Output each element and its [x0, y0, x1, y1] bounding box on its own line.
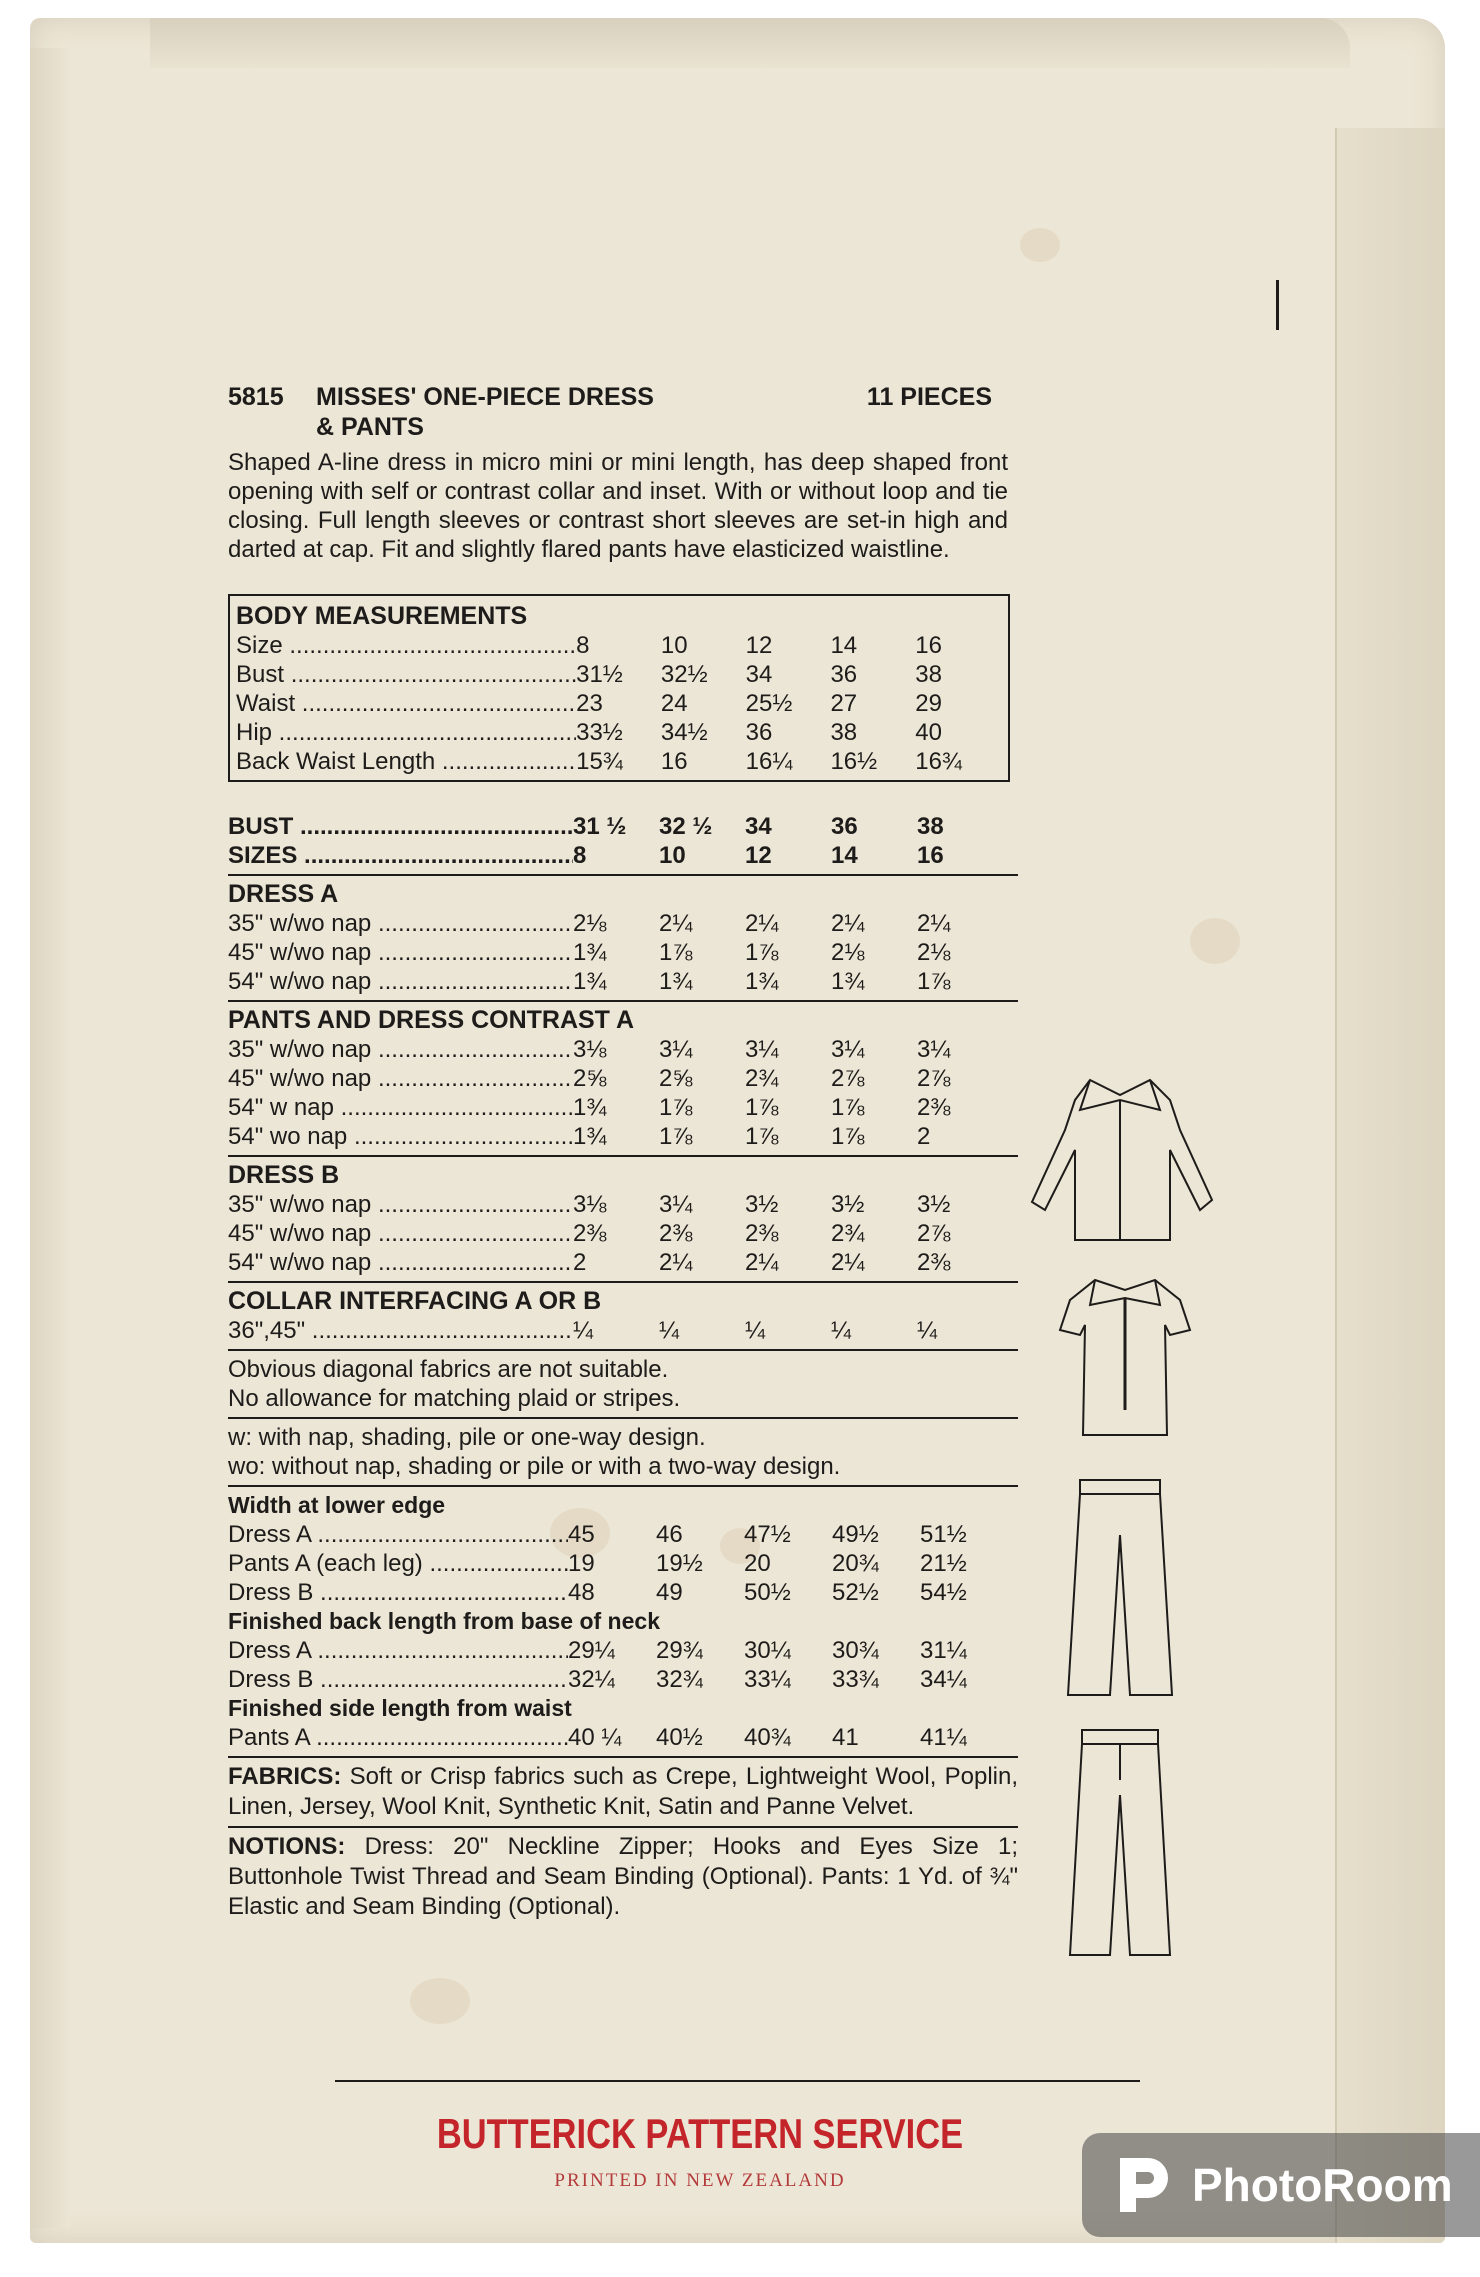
row-value: ¼: [745, 1317, 766, 1344]
row-value: 14: [831, 842, 858, 869]
paper-stain: [410, 1978, 470, 2024]
envelope-left-edge: [30, 48, 70, 2228]
row-value: 30¼: [744, 1637, 791, 1664]
divider: [228, 874, 1018, 876]
row-value: 48: [568, 1579, 595, 1606]
pattern-title-line1: MISSES' ONE-PIECE DRESS: [316, 383, 654, 411]
row-label: Dress B .....: [228, 1665, 568, 1694]
pattern-header: [228, 382, 1018, 442]
row-value: 1⅞: [659, 1123, 693, 1150]
divider: [228, 1349, 1018, 1351]
row-value: 1⅞: [831, 1094, 865, 1121]
row-value: 2: [917, 1123, 931, 1150]
row-value: 12: [745, 842, 772, 869]
dress-b-back-illustration: [1055, 1270, 1195, 1440]
row-label: 45" w/wo nap .....: [228, 938, 573, 967]
table-row: [228, 1064, 1018, 1093]
row-value: 34: [745, 813, 772, 840]
table-row: [236, 689, 1000, 718]
row-label: Dress A .....: [228, 1636, 568, 1665]
fabrics-label: FABRICS:: [228, 1763, 342, 1790]
row-value: 34¼: [920, 1666, 967, 1693]
envelope-side-flap: [1335, 128, 1445, 2243]
row-value: 29¼: [568, 1637, 615, 1664]
row-value: 10: [659, 842, 686, 869]
dress-a-back-illustration: [1020, 1070, 1220, 1250]
divider: [228, 1155, 1018, 1157]
row-value: 2⅛: [917, 939, 951, 966]
row-value: 16¾: [915, 748, 962, 775]
row-value: ¼: [659, 1317, 680, 1344]
row-value: 2⅝: [573, 1065, 607, 1092]
pants-back-illustration: [1060, 1475, 1180, 1705]
row-value: 36: [831, 813, 858, 840]
row-value: 34: [745, 661, 773, 688]
row-label: 45" w/wo nap .....: [228, 1064, 573, 1093]
paper-stain: [1190, 918, 1240, 964]
row-value: 2¼: [745, 1249, 779, 1276]
row-value: 2¼: [831, 1249, 865, 1276]
pattern-number: 5815: [228, 383, 284, 411]
paper-stain: [1020, 228, 1060, 262]
footer-divider: [335, 2080, 1140, 2082]
row-label: Pants A .....: [228, 1723, 568, 1752]
row-value: 32 ½: [659, 813, 713, 840]
pattern-info: [228, 382, 1018, 1922]
note-with-nap: w: with nap, shading, pile or one-way design.: [228, 1424, 706, 1451]
table-row: [228, 1723, 1018, 1752]
row-value: 40: [915, 719, 942, 746]
piece-count: 11 PIECES: [866, 383, 992, 411]
row-value: 36: [745, 719, 773, 746]
row-label: Back Waist Length .....: [236, 747, 576, 776]
divider: [228, 1756, 1018, 1758]
table-row: [228, 1636, 1018, 1665]
row-value: 2⅞: [917, 1065, 951, 1092]
row-label: 35" w/wo nap .....: [228, 1035, 573, 1064]
row-value: 1⅞: [745, 1094, 779, 1121]
row-value: ¼: [573, 1317, 594, 1344]
row-value: 16¼: [745, 748, 793, 775]
table-row: [228, 841, 1018, 870]
pants-front-illustration: [1060, 1725, 1180, 1965]
row-label: Dress A .....: [228, 1520, 568, 1549]
table-row: [236, 660, 1000, 689]
row-value: 2¼: [917, 910, 951, 937]
row-value: 40½: [656, 1724, 703, 1751]
row-value: 27: [830, 690, 858, 717]
row-value: 31¼: [920, 1637, 967, 1664]
printed-in: PRINTED IN NEW ZEALAND: [554, 2170, 846, 2191]
row-value: 41: [832, 1724, 859, 1751]
row-value: 16: [917, 842, 944, 869]
row-label: 36",45" .....: [228, 1316, 573, 1345]
pattern-title-line2: & PANTS: [316, 413, 424, 441]
notions-section: [228, 1832, 1018, 1922]
yardage-table: [228, 812, 1018, 1345]
table-row: [228, 938, 1018, 967]
table-row: [228, 1190, 1018, 1219]
row-value: 2: [573, 1249, 587, 1276]
row-value: 3½: [917, 1191, 951, 1218]
row-value: 33¾: [832, 1666, 879, 1693]
row-value: 3¼: [831, 1036, 865, 1063]
row-label: Size .....: [236, 631, 576, 660]
row-value: 2¼: [831, 910, 865, 937]
table-row: [236, 718, 1000, 747]
table-row: [228, 909, 1018, 938]
envelope-top-edge: [150, 18, 1350, 68]
row-label: 54" w/wo nap .....: [228, 1248, 573, 1277]
fabrics-section: [228, 1762, 1018, 1822]
row-value: 1¾: [573, 1094, 607, 1121]
table-row: [228, 812, 1018, 841]
row-value: 1¾: [573, 968, 607, 995]
row-value: 32½: [660, 661, 708, 688]
row-value: 36: [830, 661, 858, 688]
row-value: 1¾: [573, 1123, 607, 1150]
body-measurements-rows: [236, 631, 1000, 776]
row-label: 54" w nap .....: [228, 1093, 573, 1122]
row-value: 40 ¼: [568, 1724, 622, 1751]
photoroom-watermark: [1082, 2133, 1480, 2237]
row-value: 15¾: [576, 748, 623, 775]
row-value: 3½: [745, 1191, 779, 1218]
row-value: 2⅛: [573, 910, 607, 937]
row-label: Dress B .....: [228, 1578, 568, 1607]
brand-name: BUTTERICK PATTERN SERVICE: [436, 2110, 964, 2157]
row-value: 8: [573, 842, 587, 869]
row-value: 23: [576, 690, 603, 717]
row-value: 2⅝: [659, 1065, 693, 1092]
body-measurements-title: BODY MEASUREMENTS: [236, 602, 528, 630]
row-value: 3¼: [659, 1191, 693, 1218]
row-value: 31½: [576, 661, 623, 688]
table-row: [228, 1093, 1018, 1122]
row-value: 3¼: [745, 1036, 779, 1063]
row-value: 46: [656, 1521, 683, 1548]
table-row: [228, 967, 1018, 996]
row-value: 2¼: [659, 910, 693, 937]
row-value: 1¾: [573, 939, 607, 966]
row-value: 8: [576, 632, 590, 659]
row-value: ¼: [917, 1317, 938, 1344]
row-value: 54½: [920, 1579, 967, 1606]
row-value: 16: [915, 632, 942, 659]
row-value: 3¼: [917, 1036, 951, 1063]
row-value: 14: [830, 632, 858, 659]
row-value: 10: [660, 632, 688, 659]
section-title: Finished back length from base of neck: [228, 1608, 660, 1634]
row-value: 1⅞: [659, 939, 693, 966]
row-value: 3⅛: [573, 1191, 607, 1218]
note-without-nap: wo: without nap, shading or pile or with a two-way design.: [228, 1453, 841, 1480]
row-label: Hip .....: [236, 718, 576, 747]
row-value: 2¼: [745, 910, 779, 937]
row-label: BUST .....: [228, 812, 573, 841]
row-value: 2⅜: [745, 1220, 779, 1247]
row-value: 41¼: [920, 1724, 967, 1751]
note-plaid: No allowance for matching plaid or stripes.: [228, 1385, 681, 1412]
row-value: 2⅜: [917, 1094, 951, 1121]
row-value: 2⅜: [659, 1220, 693, 1247]
table-row: [228, 1219, 1018, 1248]
row-value: 19½: [656, 1550, 703, 1577]
row-label: 54" w/wo nap .....: [228, 967, 573, 996]
row-value: 2⅞: [831, 1065, 865, 1092]
table-row: [228, 1248, 1018, 1277]
row-label: 54" wo nap .....: [228, 1122, 573, 1151]
row-value: 45: [568, 1521, 595, 1548]
row-value: 12: [745, 632, 773, 659]
note-diagonal: Obvious diagonal fabrics are not suitable.: [228, 1356, 669, 1383]
row-value: 2⅛: [831, 939, 865, 966]
row-value: 38: [917, 813, 944, 840]
row-value: 29¾: [656, 1637, 703, 1664]
table-row: [236, 747, 1000, 776]
row-value: 49: [656, 1579, 683, 1606]
row-value: 20: [744, 1550, 771, 1577]
row-value: 34½: [660, 719, 708, 746]
row-value: 38: [830, 719, 858, 746]
row-value: 3½: [831, 1191, 865, 1218]
row-value: 20¾: [832, 1550, 879, 1577]
finished-measurements-table: [228, 1491, 1018, 1752]
row-label: 45" w/wo nap .....: [228, 1219, 573, 1248]
table-row: [236, 631, 1000, 660]
pattern-title: [316, 382, 866, 442]
row-value: 1⅞: [917, 968, 951, 995]
row-value: 21½: [920, 1550, 967, 1577]
row-value: 29: [915, 690, 942, 717]
row-value: 52½: [832, 1579, 879, 1606]
section-title: Finished side length from waist: [228, 1695, 572, 1721]
row-value: 32¼: [568, 1666, 615, 1693]
row-value: 1¾: [745, 968, 779, 995]
divider: [228, 1485, 1018, 1487]
row-value: 38: [915, 661, 942, 688]
edge-mark: [1276, 280, 1279, 330]
row-value: 30¾: [832, 1637, 879, 1664]
row-value: ¼: [831, 1317, 852, 1344]
divider: [228, 1826, 1018, 1828]
row-value: 3¼: [659, 1036, 693, 1063]
row-label: SIZES .....: [228, 841, 573, 870]
row-value: 1¾: [831, 968, 865, 995]
table-row: [228, 1122, 1018, 1151]
row-value: 2¾: [831, 1220, 865, 1247]
fabrics-text: Soft or Crisp fabrics such as Crepe, Lightweight Wool, Poplin, Linen, Jersey, Wool Knit, Synthetic Knit, Satin and Panne Velvet.: [228, 1763, 1018, 1820]
row-value: 24: [660, 690, 688, 717]
table-row: [228, 1578, 1018, 1607]
row-value: 1⅞: [745, 1123, 779, 1150]
row-value: 2⅞: [917, 1220, 951, 1247]
table-row: [228, 1520, 1018, 1549]
row-value: 2⅜: [917, 1249, 951, 1276]
divider: [228, 1417, 1018, 1419]
row-value: 1⅞: [659, 1094, 693, 1121]
row-value: 3⅛: [573, 1036, 607, 1063]
row-value: 19: [568, 1550, 595, 1577]
row-value: 51½: [920, 1521, 967, 1548]
row-label: Waist .....: [236, 689, 576, 718]
divider: [228, 1000, 1018, 1002]
section-title: DRESS B: [228, 1161, 340, 1189]
row-value: 33½: [576, 719, 623, 746]
row-value: 47½: [744, 1521, 791, 1548]
photoroom-logo-icon: [1108, 2150, 1178, 2220]
section-title: PANTS AND DRESS CONTRAST A: [228, 1006, 635, 1034]
row-value: 32¾: [656, 1666, 703, 1693]
watermark-text: PhotoRoom: [1192, 2159, 1453, 2211]
table-row: [228, 1549, 1018, 1578]
row-value: 2¾: [745, 1065, 779, 1092]
table-row: [228, 1316, 1018, 1345]
table-row: [228, 1035, 1018, 1064]
row-value: 16½: [830, 748, 878, 775]
row-label: 35" w/wo nap .....: [228, 1190, 573, 1219]
row-label: Pants A (each leg) .....: [228, 1549, 568, 1578]
pattern-description: Shaped A-line dress in micro mini or mini length, has deep shaped front opening with self or contrast collar and inset. With or without loop and tie closing. Full length sleeves or contrast short sleeves are set-in high and darted at cap. Fit and slightly flared pants have elasticized waistline.: [228, 449, 1008, 563]
row-value: 1⅞: [831, 1123, 865, 1150]
notions-text: Dress: 20" Neckline Zipper; Hooks and Eyes Size 1; Buttonhole Twist Thread and Seam Binding (Optional). Pants: 1 Yd. of ¾" Elastic and Seam Binding (Optional).: [228, 1833, 1018, 1920]
divider: [228, 1281, 1018, 1283]
section-title: DRESS A: [228, 880, 339, 908]
row-value: 50½: [744, 1579, 791, 1606]
section-title: Width at lower edge: [228, 1492, 446, 1518]
row-label: Bust .....: [236, 660, 576, 689]
body-measurements-table: [228, 594, 1010, 782]
row-value: 33¼: [744, 1666, 791, 1693]
row-value: 40¾: [744, 1724, 791, 1751]
row-value: 1¾: [659, 968, 693, 995]
table-row: [228, 1665, 1018, 1694]
row-value: 25½: [745, 690, 793, 717]
row-value: 2¼: [659, 1249, 693, 1276]
section-title: COLLAR INTERFACING A OR B: [228, 1287, 602, 1315]
row-label: 35" w/wo nap .....: [228, 909, 573, 938]
notions-label: NOTIONS:: [228, 1833, 346, 1860]
row-value: 49½: [832, 1521, 879, 1548]
row-value: 2⅜: [573, 1220, 607, 1247]
row-value: 1⅞: [745, 939, 779, 966]
row-value: 31 ½: [573, 813, 627, 840]
row-value: 16: [660, 748, 688, 775]
